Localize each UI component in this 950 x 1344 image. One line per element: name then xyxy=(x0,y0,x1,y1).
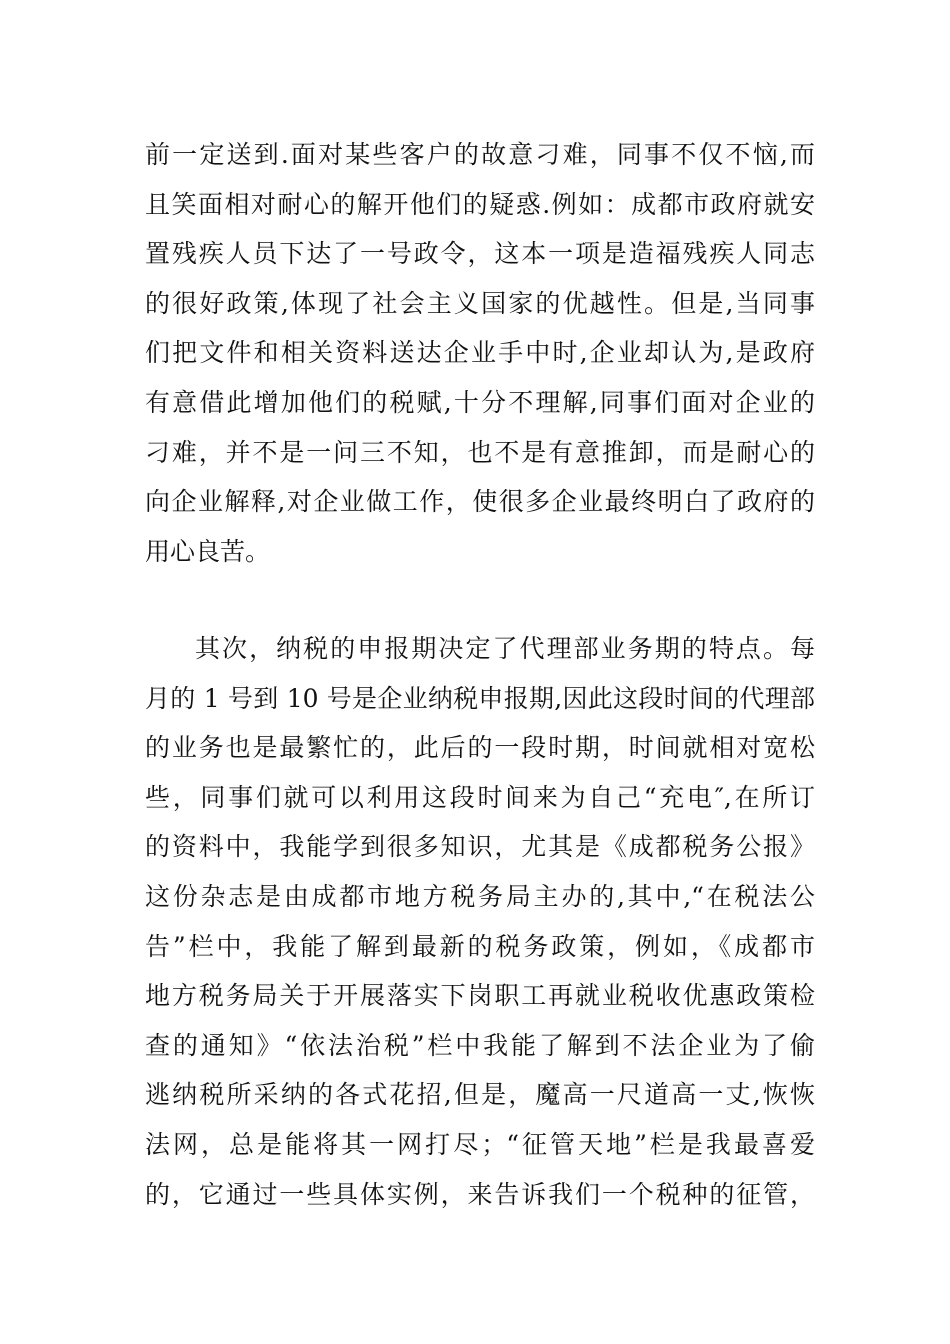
paragraph-line: 的业务也是最繁忙的，此后的一段时期，时间就相对宽松 xyxy=(145,733,815,763)
paragraph-1 xyxy=(145,130,815,576)
paragraph-line: 告”栏中，我能了解到最新的税务政策，例如，《成都市 xyxy=(145,931,815,961)
paragraph-line: 向企业解释,对企业做工作，使很多企业最终明白了政府的 xyxy=(145,487,815,517)
paragraph-line: 用心良苦。 xyxy=(145,536,271,566)
paragraph-line: 刁难，并不是一问三不知，也不是有意推卸，而是耐心的 xyxy=(145,437,815,467)
paragraph-line: 前一定送到.面对某些客户的故意刁难，同事不仅不恼,而 xyxy=(145,140,815,169)
paragraph-line: 地方税务局关于开展落实下岗职工再就业税收优惠政策检 xyxy=(145,981,815,1011)
paragraph-line: 法网，总是能将其一网打尽；“征管天地”栏是我最喜爱 xyxy=(145,1129,815,1159)
paragraph-2 xyxy=(145,624,815,1219)
paragraph-line: 置残疾人员下达了一号政令，这本一项是造福残疾人同志 xyxy=(145,239,815,269)
paragraph-line: 的很好政策,体现了社会主义国家的优越性。但是,当同事 xyxy=(145,288,815,318)
paragraph-line: 月的 1 号到 10 号是企业纳税申报期,因此这段时间的代理部 xyxy=(145,683,815,713)
paragraph-line: 且笑面相对耐心的解开他们的疑惑.例如：成都市政府就安 xyxy=(145,189,815,219)
paragraph-line: 们把文件和相关资料送达企业手中时,企业却认为,是政府 xyxy=(145,338,815,368)
paragraph-line: 这份杂志是由成都市地方税务局主办的,其中,“在税法公 xyxy=(145,881,815,911)
paragraph-line: 的资料中，我能学到很多知识，尤其是《成都税务公报》 xyxy=(145,832,815,862)
paragraph-line: 逃纳税所采纳的各式花招,但是，魔高一尺道高一丈,恢恢 xyxy=(145,1080,815,1110)
paragraph-line: 些，同事们就可以利用这段时间来为自己“充电″,在所订 xyxy=(145,782,815,812)
paragraph-line: 查的通知》“依法治税”栏中我能了解到不法企业为了偷 xyxy=(145,1030,815,1060)
paragraph-line: 有意借此增加他们的税赋,十分不理解,同事们面对企业的 xyxy=(145,387,815,417)
paragraph-line: 其次，纳税的申报期决定了代理部业务期的特点。每 xyxy=(195,634,815,663)
paragraph-line: 的，它通过一些具体实例，来告诉我们一个税种的征管， xyxy=(145,1179,815,1209)
